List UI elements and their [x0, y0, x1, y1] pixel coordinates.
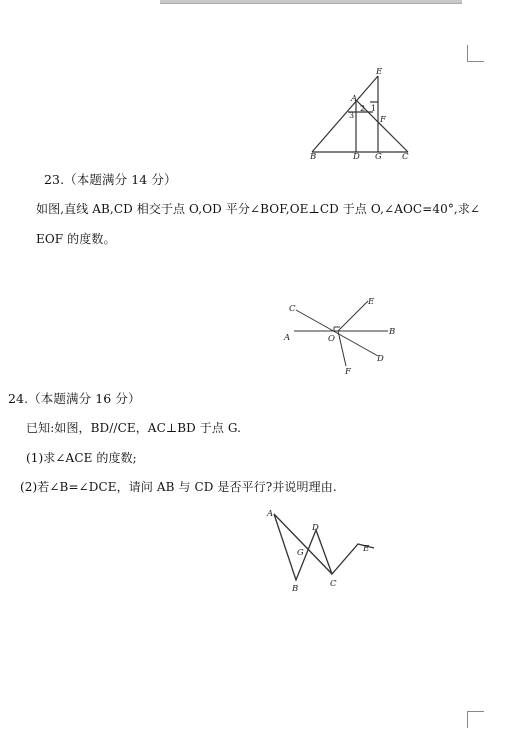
- fig1-label-3: 3: [349, 111, 355, 120]
- page-top-edge: [160, 0, 462, 4]
- fig3-label-e: E: [363, 544, 370, 554]
- fig2-label-d: D: [377, 354, 384, 364]
- figure-intersecting-lines: [276, 286, 404, 378]
- fig1-label-f: F: [380, 115, 386, 125]
- margin-corner-mark-top: [467, 45, 484, 62]
- fig1-label-e: E: [376, 67, 383, 77]
- fig3-label-c: C: [330, 579, 337, 589]
- q24-part2: (2)若∠B=∠DCE，请问 AB 与 CD 是否平行?并说明理由.: [20, 480, 337, 494]
- fig3-label-g: G: [297, 548, 304, 558]
- fig3-label-d: D: [312, 523, 319, 533]
- fig1-label-d: D: [353, 152, 360, 160]
- fig3-label-a: A: [267, 509, 274, 519]
- fig2-label-a: A: [284, 333, 291, 343]
- figure-triangle: [290, 66, 430, 160]
- q23-body-line2: EOF 的度数。: [36, 232, 116, 246]
- fig2-label-b: B: [389, 327, 396, 337]
- fig1-label-2: 2: [360, 104, 366, 113]
- fig2-label-o: O: [328, 334, 335, 344]
- q24-header: 24.（本题满分 16 分）: [8, 391, 141, 406]
- fig1-label-g: G: [375, 152, 382, 160]
- fig2-label-c: C: [289, 304, 296, 314]
- q23-header: 23.（本题满分 14 分）: [44, 172, 177, 187]
- figure-zigzag: [262, 506, 380, 596]
- margin-corner-mark-bottom: [467, 711, 484, 728]
- fig2-label-f: F: [345, 367, 351, 377]
- q23-body-line1: 如图,直线 AB,CD 相交于点 O,OD 平分∠BOF,OE⊥CD 于点 O,∠AOC=40°,求∠: [36, 202, 481, 216]
- fig3-label-b: B: [292, 584, 299, 594]
- fig1-label-1: 1: [371, 104, 377, 113]
- fig1-label-a: A: [351, 94, 358, 104]
- fig1-label-b: B: [310, 152, 317, 160]
- q24-part1: (1)求∠ACE 的度数;: [26, 451, 137, 465]
- fig1-label-c: C: [402, 152, 409, 160]
- fig2-label-e: E: [368, 297, 375, 307]
- q24-given: 已知:如图，BD//CE，AC⊥BD 于点 G.: [26, 421, 242, 435]
